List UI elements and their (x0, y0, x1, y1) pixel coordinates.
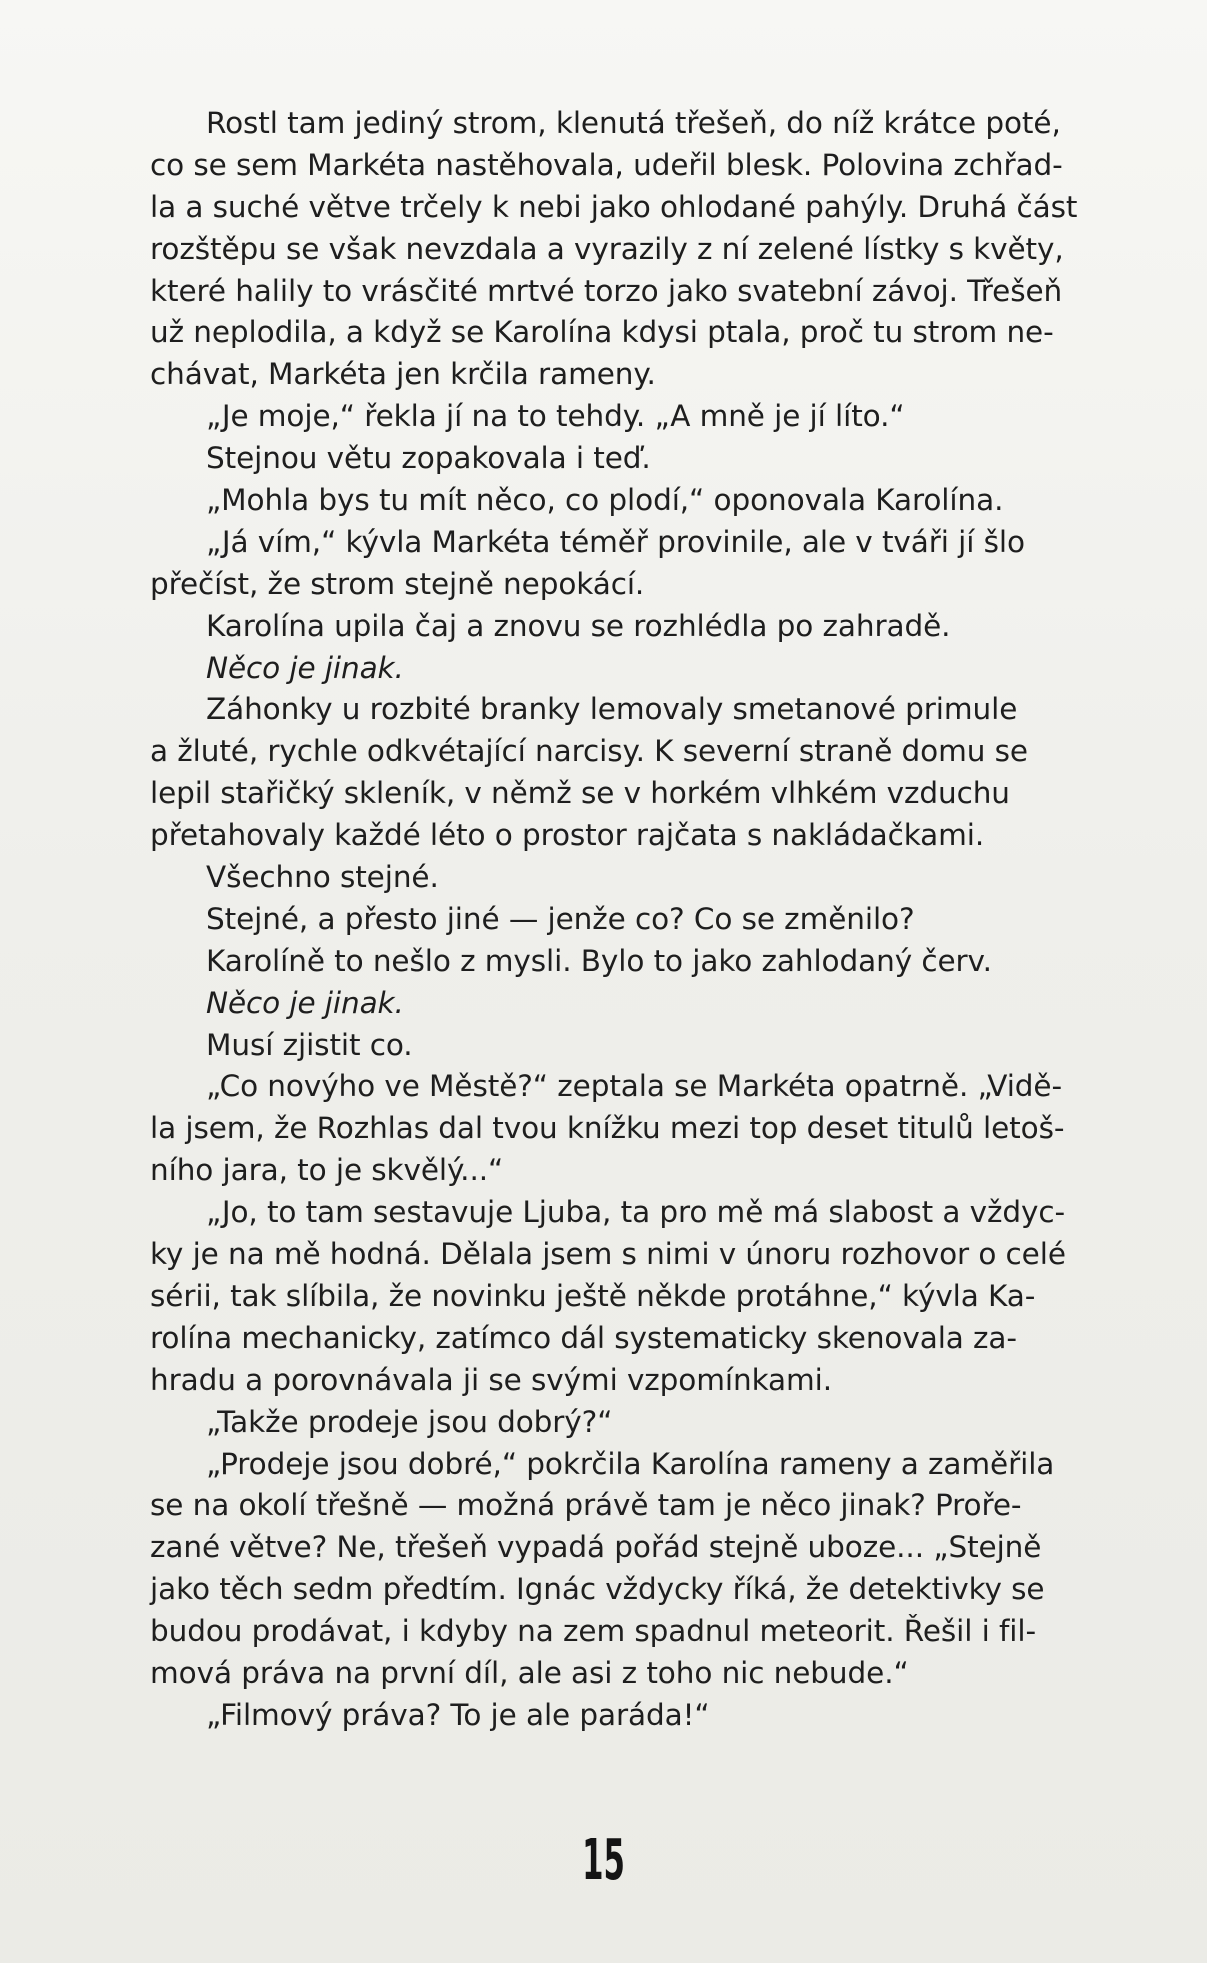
text-line: chávat, Markéta jen krčila rameny. (150, 357, 656, 392)
body-text (150, 103, 1080, 1737)
text-line: už neplodila, a když se Karolína kdysi ptala, proč tu strom ne- (150, 315, 1054, 350)
page-number: 15 (582, 1828, 625, 1893)
text-line: Musí zjistit co. (206, 1027, 413, 1062)
text-line: „Co novýho ve Městě?“ zeptala se Markéta opatrně. „Vidě- (206, 1069, 1063, 1104)
text-line: „Mohla bys tu mít něco, co plodí,“ oponovala Karolína. (206, 483, 1004, 518)
text-line: ního jara, to je skvělý...“ (150, 1153, 504, 1188)
text-line: co se sem Markéta nastěhovala, udeřil blesk. Polovina zchřad- (150, 147, 1063, 182)
text-line: ky je na mě hodná. Dělala jsem s nimi v únoru rozhovor o celé (150, 1237, 1066, 1272)
text-line: Všechno stejné. (206, 860, 439, 895)
text-line: „Já vím,“ kývla Markéta téměř provinile, ale v tváři jí šlo (206, 524, 1025, 559)
text-line: Karolíně to nešlo z mysli. Bylo to jako zahlodaný červ. (206, 943, 992, 978)
text-line: „Filmový práva? To je ale paráda!“ (206, 1697, 710, 1732)
text-line: které halily to vrásčité mrtvé torzo jako svatební závoj. Třešeň (150, 273, 1063, 308)
text-line: Rostl tam jediný strom, klenutá třešeň, do níž krátce poté, (206, 106, 1061, 140)
text-line: la jsem, že Rozhlas dal tvou knížku mezi top deset titulů letoš- (150, 1111, 1065, 1146)
text-line: Karolína upila čaj a znovu se rozhlédla po zahradě. (206, 608, 951, 643)
text-line: la a suché větve trčely k nebi jako ohlodané pahýly. Druhá část (150, 189, 1078, 224)
text-line: přetahovaly každé léto o prostor rajčata s nakládačkami. (150, 818, 985, 853)
text-line: rolína mechanicky, zatímco dál systematicky skenovala za- (150, 1320, 1017, 1355)
text-line: Stejné, a přesto jiné — jenže co? Co se změnilo? (206, 901, 915, 936)
text-line: Něco je jinak. (206, 985, 404, 1020)
text-line: „Je moje,“ řekla jí na to tehdy. „A mně je jí líto.“ (206, 399, 905, 434)
text-line: „Takže prodeje jsou dobrý?“ (206, 1404, 613, 1439)
text-line: mová práva na první díl, ale asi z toho nic nebude.“ (150, 1655, 909, 1690)
text-line: Stejnou větu zopakovala i teď. (206, 441, 651, 476)
text-line: Záhonky u rozbité branky lemovaly smetanové primule (206, 692, 1018, 727)
text-line: zané větve? Ne, třešeň vypadá pořád stejně uboze... „Stejně (150, 1530, 1042, 1565)
text-line: budou prodávat, i kdyby na zem spadnul meteorit. Řešil i fil- (150, 1614, 1037, 1649)
text-line: lepil stařičký skleník, v němž se v horkém vlhkém vzduchu (150, 776, 1010, 811)
text-line: sérii, tak slíbila, že novinku ještě někde protáhne,“ kývla Ka- (150, 1278, 1036, 1313)
text-line: rozštěpu se však nevzdala a vyrazily z ní zelené lístky s květy, (150, 231, 1064, 266)
text-line: „Prodeje jsou dobré,“ pokrčila Karolína rameny a zaměřila (206, 1446, 1055, 1481)
text-line: „Jo, to tam sestavuje Ljuba, ta pro mě má slabost a vždyc- (206, 1195, 1065, 1230)
text-line: přečíst, že strom stejně nepokácí. (150, 566, 645, 601)
text-line: a žluté, rychle odkvétající narcisy. K severní straně domu se (150, 734, 1028, 769)
text-line: Něco je jinak. (206, 650, 404, 685)
text-line: hradu a porovnávala ji se svými vzpomínkami. (150, 1362, 833, 1397)
text-line: jako těch sedm předtím. Ignác vždycky říká, že detektivky se (150, 1572, 1045, 1607)
text-line: se na okolí třešně — možná právě tam je něco jinak? Proře- (150, 1488, 1022, 1523)
